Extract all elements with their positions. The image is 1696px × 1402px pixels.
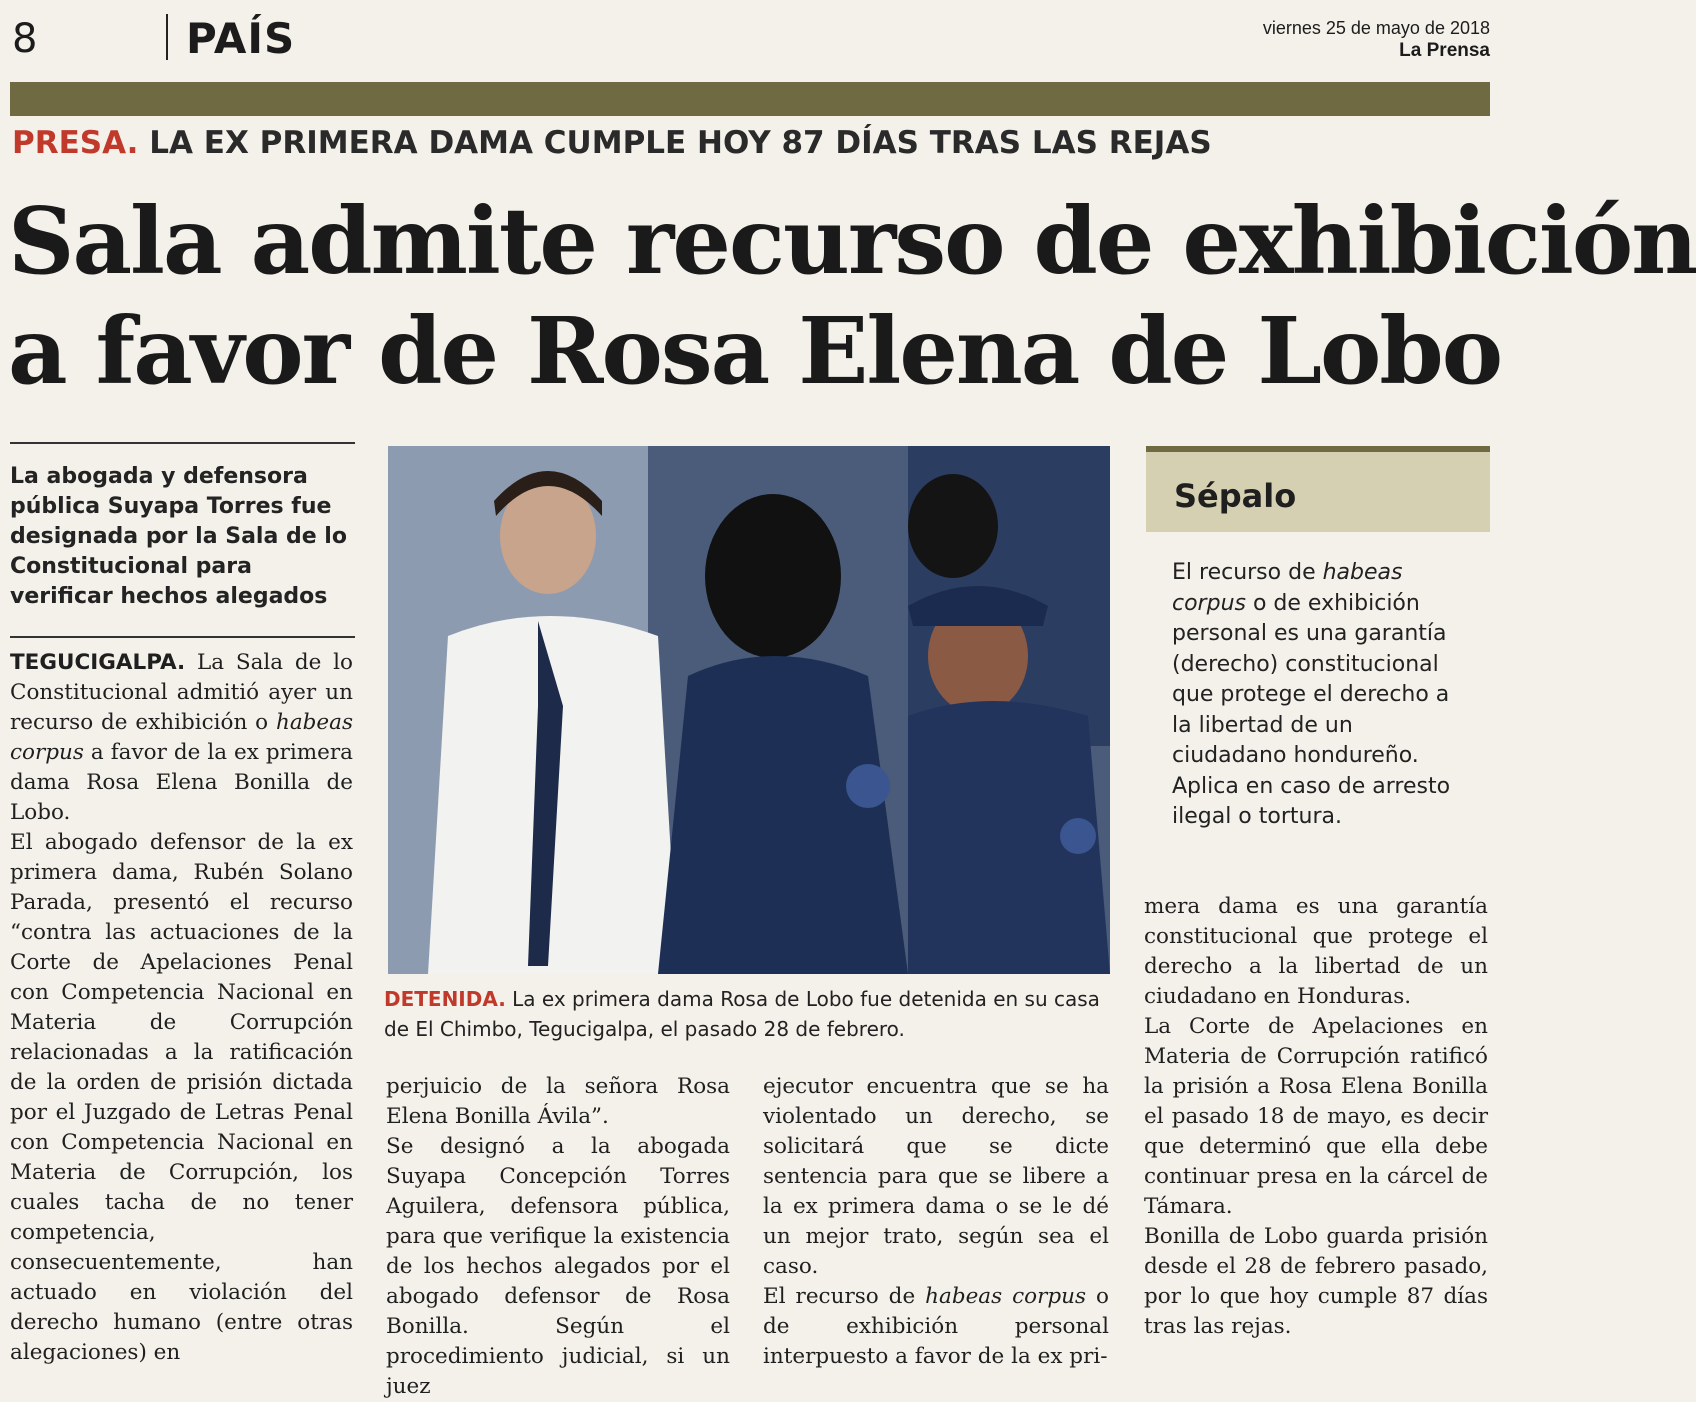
deck-summary: La abogada y defensora pública Suyapa Torres fue designada por la Sala de lo Constitucional para verificar hechos alegados bbox=[10, 464, 347, 609]
sidebar-text-part: El recurso de bbox=[1172, 560, 1323, 585]
article-paragraph: Se designó a la abogada Suyapa Concepción Torres Aguilera, defensora pública, para que verifique la existencia de los hechos alegados por el abogado defensor de Rosa Bonilla. Según el procedimiento judicial, si un juez bbox=[386, 1134, 730, 1399]
kicker-label: PRESA. bbox=[12, 125, 139, 161]
article-paragraph: La Corte de Apelaciones en Materia de Corrupción ratificó la prisión a Rosa Elena Bonilla el pasado 18 de mayo, es decir que determinó que ella debe continuar presa en la cárcel de Támara. bbox=[1144, 1014, 1488, 1219]
sidebar-header-rule bbox=[1146, 446, 1490, 452]
article-italic-term: habeas corpus bbox=[10, 710, 353, 765]
dateline: TEGUCIGALPA. bbox=[10, 650, 186, 675]
sidebar-title: Sépalo bbox=[1174, 477, 1297, 515]
sidebar-italic-term: habeas corpus bbox=[1172, 560, 1403, 616]
article-text: La Sala de lo Constitucional admitió ayer un recurso de exhibición o bbox=[10, 650, 353, 735]
header-bar bbox=[10, 82, 1490, 116]
issue-date: viernes 25 de mayo de 2018 bbox=[1262, 18, 1490, 38]
sidebar-text bbox=[1172, 558, 1472, 833]
deck-top-rule bbox=[10, 442, 355, 444]
kicker-text: LA EX PRIMERA DAMA CUMPLE HOY 87 DÍAS TRAS LAS REJAS bbox=[149, 125, 1212, 161]
publication-name: La Prensa bbox=[1399, 40, 1490, 61]
article-column-4 bbox=[1144, 892, 1488, 1342]
headline bbox=[8, 186, 1696, 406]
article-column-1 bbox=[10, 648, 353, 1368]
header-divider bbox=[166, 14, 168, 60]
article-column-3 bbox=[763, 1072, 1109, 1372]
article-text: o de exhibición personal interpuesto a favor de la ex pri- bbox=[763, 1284, 1109, 1369]
article-column-2 bbox=[386, 1072, 730, 1402]
section-name: PAÍS bbox=[186, 14, 296, 63]
sidebar-text-part: o de exhibición personal es una garantía (derecho) constitucional que protege el derecho a la libertad de un ciudadano hondureño. Aplica en caso de arresto ilegal o tortura. bbox=[1172, 590, 1451, 829]
article-paragraph: Bonilla de Lobo guarda prisión desde el 28 de febrero pasado, por lo que hoy cumple 87 días tras las rejas. bbox=[1144, 1224, 1488, 1339]
kicker bbox=[12, 124, 1212, 162]
photo-illustration bbox=[388, 446, 1110, 974]
caption-label: DETENIDA. bbox=[384, 987, 506, 1011]
news-photo bbox=[388, 446, 1110, 974]
headline-line-1: Sala admite recurso de exhibición bbox=[8, 187, 1696, 295]
article-text: El recurso de bbox=[763, 1284, 926, 1309]
headline-line-2: a favor de Rosa Elena de Lobo bbox=[8, 297, 1502, 405]
article-text: a favor de la ex primera dama Rosa Elena Bonilla de Lobo. bbox=[10, 740, 353, 825]
article-paragraph bbox=[10, 648, 353, 828]
article-italic-term: habeas corpus bbox=[925, 1284, 1087, 1309]
article-paragraph: perjuicio de la señora Rosa Elena Bonilla Ávila”. bbox=[386, 1074, 730, 1129]
sepalo-sidebar bbox=[1146, 446, 1490, 882]
article-paragraph: mera dama es una garantía constitucional que protege el derecho a la libertad de un ciudadano en Honduras. bbox=[1144, 894, 1488, 1009]
photo-caption bbox=[384, 984, 1114, 1044]
article-paragraph bbox=[763, 1282, 1109, 1372]
page-number: 8 bbox=[12, 16, 38, 62]
deck-bottom-rule bbox=[10, 636, 355, 638]
article-paragraph: ejecutor encuentra que se ha violentado un derecho, se solicitará que se dicte sentencia para que se libere a la ex primera dama o se le dé un mejor trato, según sea el caso. bbox=[763, 1074, 1109, 1279]
caption-text: La ex primera dama Rosa de Lobo fue detenida en su casa de El Chimbo, Tegucigalpa, el pasado 28 de febrero. bbox=[384, 987, 1100, 1041]
article-paragraph: El abogado defensor de la ex primera dama, Rubén Solano Parada, presentó el recurso “contra las actuaciones de la Corte de Apelaciones Penal con Competencia Nacional en Materia de Corrupción relacionadas a la ratificación de la orden de prisión dictada por el Juzgado de Letras Penal con Competencia Nacional en Materia de Corrupción, los cuales tacha de no tener competencia, consecuentemente, han actuado en violación del derecho humano (entre otras alegaciones) en bbox=[10, 830, 353, 1365]
